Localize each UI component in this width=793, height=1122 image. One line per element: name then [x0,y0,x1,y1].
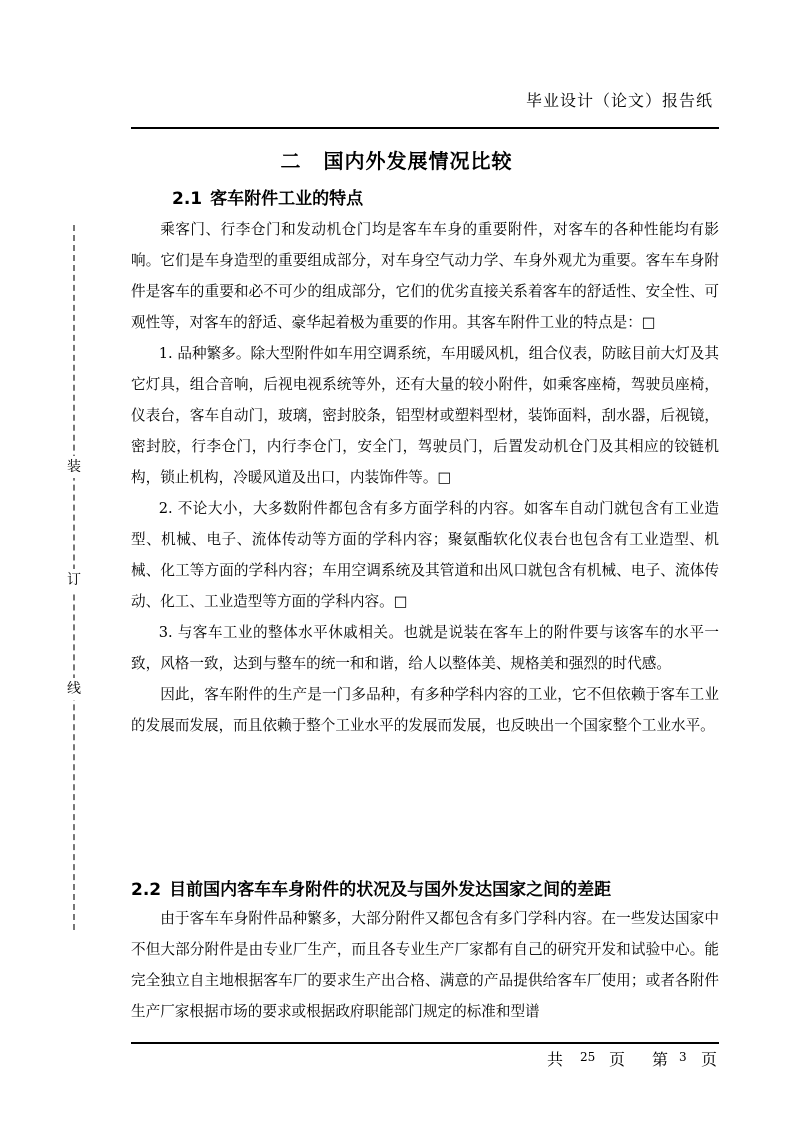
section-2-1-body [131,214,719,741]
list-item: 3. 与客车工业的整体水平休戚相关。也就是说装在客车上的附件要与该客车的水平一致，风格一致，达到与整车的统一和和谐，给人以整体美、规格美和强烈的时代感。 [131,624,719,672]
section-title: 客车附件工业的特点 [210,189,364,209]
chapter-heading [0,145,793,174]
chapter-title: 国内外发展情况比较 [323,149,513,173]
section-heading-2-2 [131,875,611,900]
list-item: 1. 品种繁多。除大型附件如车用空调系统，车用暖风机，组合仪表，防眩目前大灯及其它灯具，组合音响，后视电视系统等外，还有大量的较小附件，如乘客座椅，驾驶员座椅，仪表台，客车自动门，玻璃，密封胶条，铝型材或塑料型材，装饰面料，刮水器，后视镜，密封胶，行李仓门，内行李仓门，安全门，驾驶员门，后置发动机仓门及其相应的铰链机构，锁止机构，冷暖风道及出口，内装饰件等。□ [131,345,719,486]
binding-line [62,225,86,930]
binding-char-ding: 订 [64,569,84,591]
chapter-number: 二 [280,149,302,173]
header-rule [131,127,719,129]
binding-char-zhuang: 装 [64,456,84,478]
footer-page-unit: 页 [701,1050,718,1069]
section-title: 目前国内客车车身附件的状况及与国外发达国家之间的差距 [169,880,612,900]
paragraph: 乘客门、行李仓门和发动机仓门均是客车车身的重要附件，对客车的各种性能均有影响。它们是车身造型的重要组成部分，对车身空气动力学、车身外观尤为重要。客车车身附件是客车的重要和必不可少的组成部分，它们的优劣直接关系着客车的舒适性、安全性、可观性等，对客车的舒适、豪华起着极为重要的作用。其客车附件工业的特点是：□ [131,221,719,331]
footer-current-label: 第 [652,1050,669,1069]
list-item: 2. 不论大小，大多数附件都包含有多方面学科的内容。如客车自动门就包含有工业造型、机械、电子、流体传动等方面的学科内容；聚氨酯软化仪表台也包含有工业造型、机械、化工等方面的学科内容；车用空调系统及其管道和出风口就包含有机械、电子、流体传动、化工、工业造型等方面的学科内容。□ [131,500,719,610]
section-number: 2.1 [172,189,203,209]
section-heading-2-1 [172,184,363,209]
binding-char-xian: 线 [64,678,84,700]
footer-total-pages: 25 [580,1050,596,1064]
section-2-2-body [131,903,719,1032]
footer-rule [131,1042,719,1044]
paragraph: 由于客车车身附件品种繁多，大部分附件又都包含有多门学科内容。在一些发达国家中不但大部分附件是由专业厂生产，而且各专业生产厂家都有自己的研究开发和试验中心。能完全独立自主地根据客车厂的要求生产出合格、满意的产品提供给客车厂使用；或者各附件生产厂家根据市场的要求或根据政府职能部门规定的标准和型谱 [131,910,719,1020]
footer-current-page: 3 [679,1050,687,1064]
footer-total-label: 共 [547,1050,564,1069]
report-paper-header: 毕业设计（论文）报告纸 [525,91,713,110]
footer-page-unit: 页 [609,1050,626,1069]
section-number: 2.2 [131,880,162,900]
paragraph: 因此，客车附件的生产是一门多品种，有多种学科内容的工业，它不但依赖于客车工业的发展而发展，而且依赖于整个工业水平的发展而发展，也反映出一个国家整个工业水平。 [131,686,719,734]
